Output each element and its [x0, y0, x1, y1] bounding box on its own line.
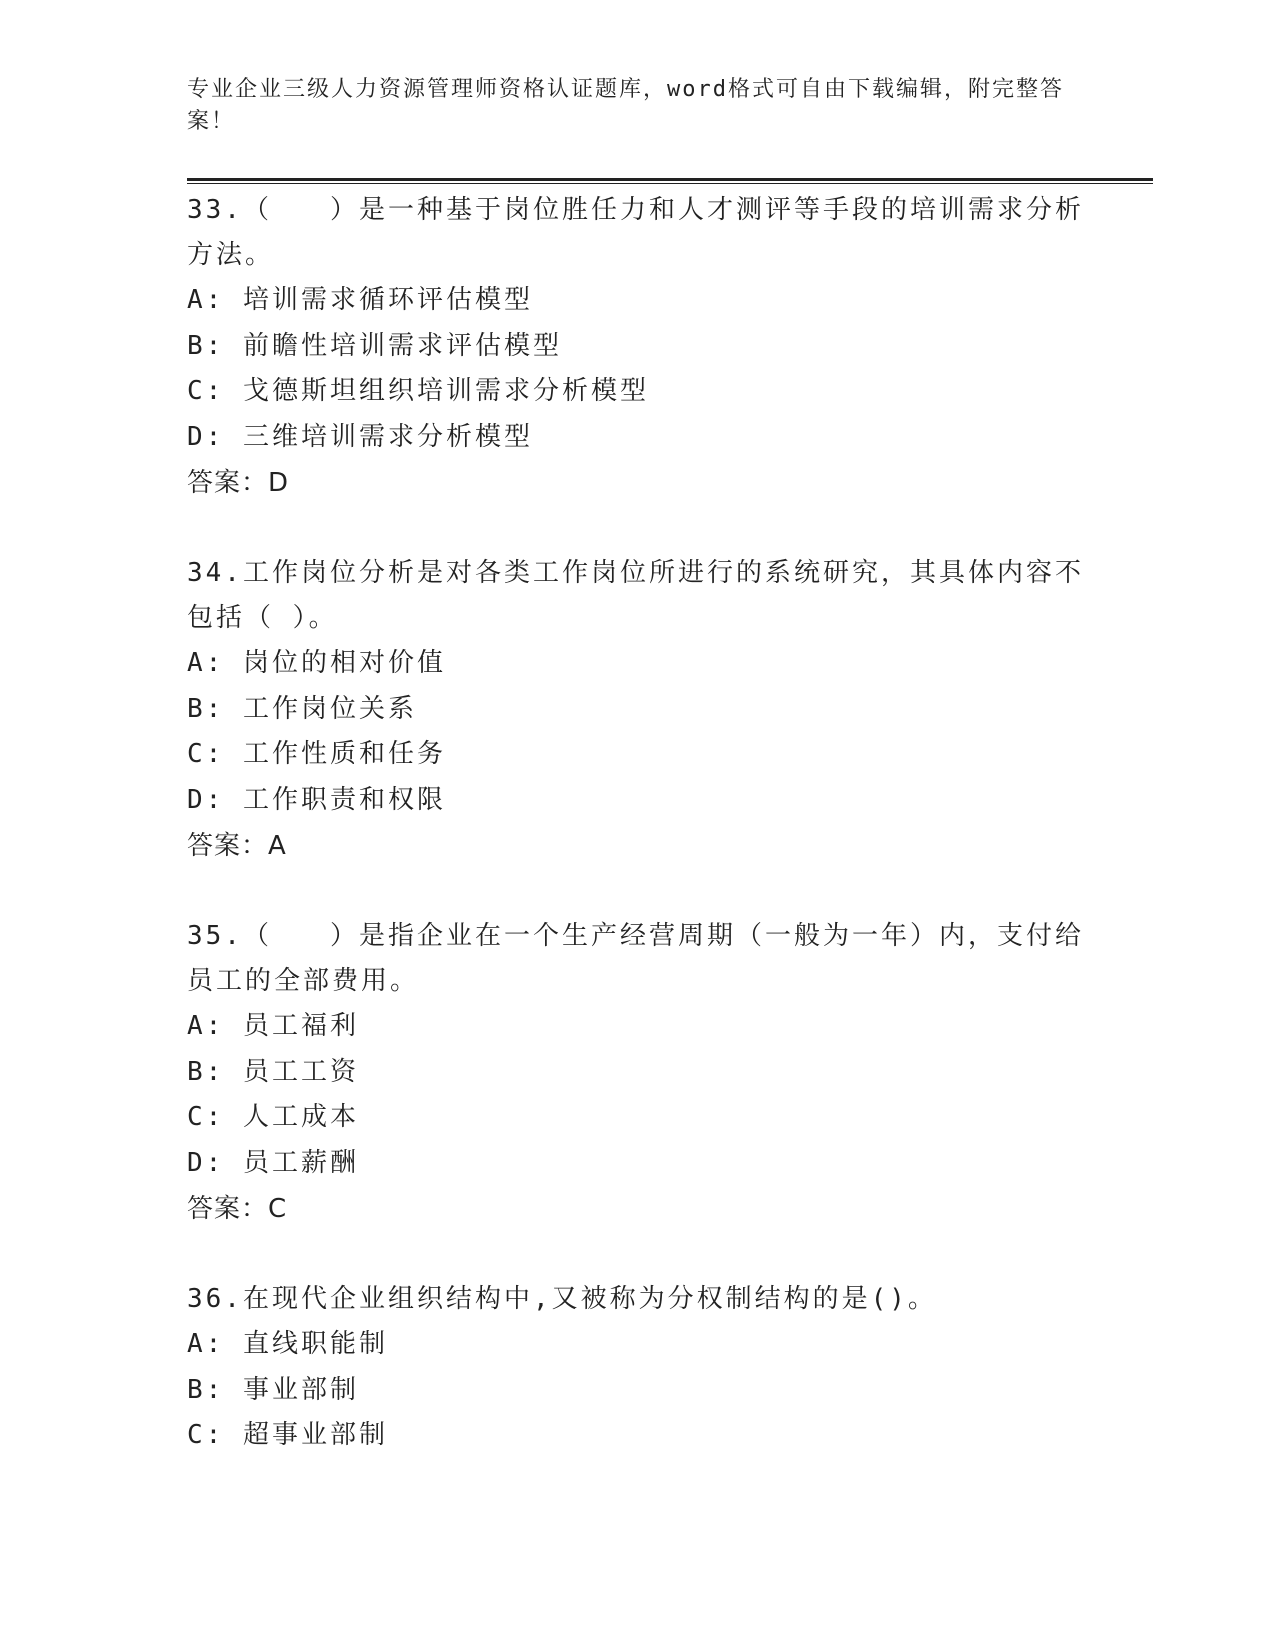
- option-d: D: 工作职责和权限: [187, 784, 446, 815]
- option-a: A: 员工福利: [187, 1011, 359, 1041]
- question-list: [187, 188, 1087, 1459]
- option-b: B: 前瞻性培训需求评估模型: [187, 330, 562, 361]
- option-c: C: 戈德斯坦组织培训需求分析模型: [187, 376, 649, 406]
- option-b: B: 工作岗位关系: [187, 693, 417, 724]
- question-text: 36.在现代企业组织结构中,又被称为分权制结构的是()。: [187, 1284, 937, 1314]
- answer-text: 答案：A: [187, 831, 287, 861]
- answer-text: 答案：C: [187, 1194, 288, 1224]
- question-36: [187, 1277, 1087, 1459]
- option-d: D: 员工薪酬: [187, 1147, 359, 1178]
- question-text: 34.工作岗位分析是对各类工作岗位所进行的系统研究，其具体内容不包括（ ）。: [187, 558, 1084, 633]
- document-header: 专业企业三级人力资源管理师资格认证题库，word格式可自由下载编辑，附完整答案！: [187, 77, 1064, 134]
- option-a: A: 培训需求循环评估模型: [187, 285, 533, 315]
- question-text: 35.（ ）是指企业在一个生产经营周期（一般为一年）内，支付给员工的全部费用。: [187, 921, 1084, 996]
- header-divider-thick: [187, 178, 1153, 181]
- option-c: C: 超事业部制: [187, 1420, 388, 1450]
- question-35: [187, 914, 1087, 1232]
- option-a: A: 岗位的相对价值: [187, 648, 446, 678]
- question-34: [187, 551, 1087, 869]
- question-33: [187, 188, 1087, 506]
- option-b: B: 事业部制: [187, 1374, 359, 1405]
- header-divider-thin: [187, 183, 1153, 184]
- answer-text: 答案：D: [187, 468, 290, 498]
- option-d: D: 三维培训需求分析模型: [187, 421, 533, 452]
- option-c: C: 人工成本: [187, 1102, 359, 1132]
- option-c: C: 工作性质和任务: [187, 739, 446, 769]
- option-b: B: 员工工资: [187, 1056, 359, 1087]
- question-text: 33.（ ）是一种基于岗位胜任力和人才测评等手段的培训需求分析方法。: [187, 195, 1084, 270]
- option-a: A: 直线职能制: [187, 1329, 388, 1359]
